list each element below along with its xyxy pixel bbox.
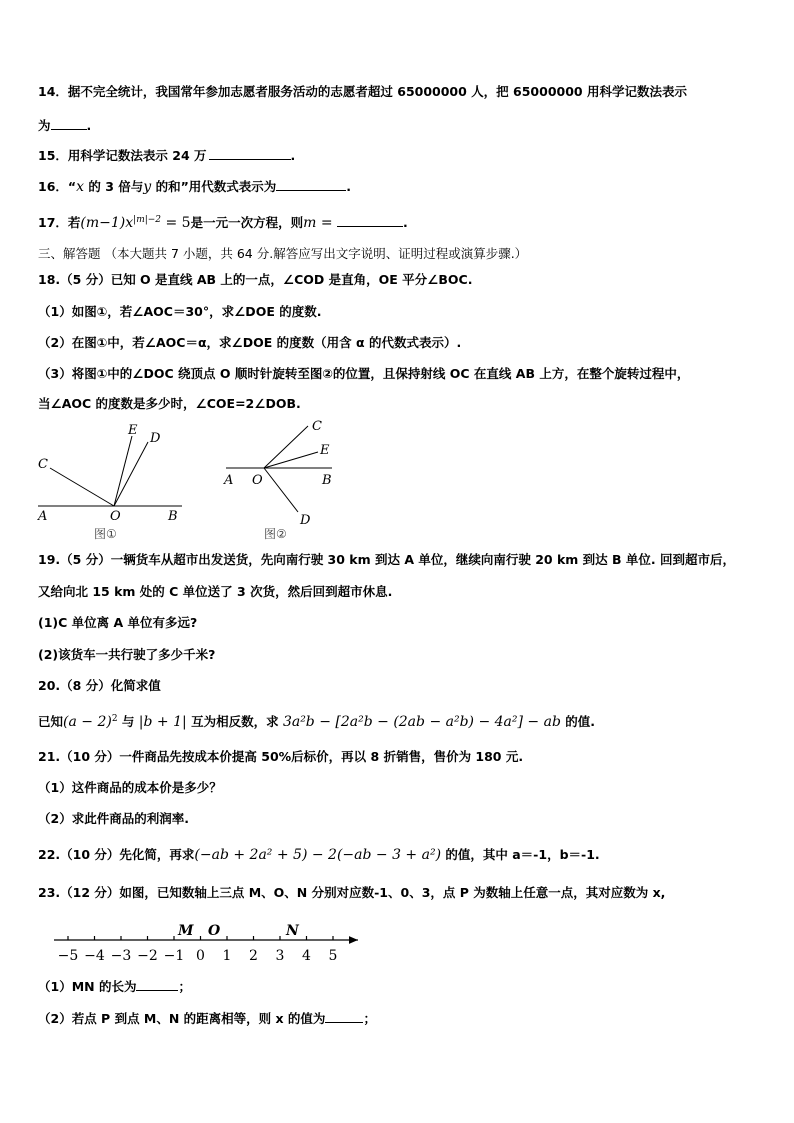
figure-2 xyxy=(220,412,350,546)
fig2-caption: 图② xyxy=(264,527,287,541)
fig2-label-o: O xyxy=(252,473,263,488)
q21-part1 xyxy=(38,780,222,796)
q18-part3b-text: 当∠AOC 的度数是多少时，∠COE=2∠DOB. xyxy=(38,396,301,411)
q18-stem-text: 18.（5 分）已知 O 是直线 AB 上的一点，∠COD 是直角，OE 平分∠BOC. xyxy=(38,272,473,287)
number-line-tick-label: 2 xyxy=(249,948,258,964)
q23-part2-suffix: ； xyxy=(363,1011,376,1026)
q20-stem xyxy=(38,678,161,694)
q15-answer-blank[interactable] xyxy=(209,147,291,160)
q19-part2-text: (2)该货车一共行驶了多少千米? xyxy=(38,647,216,662)
fig1-label-o: O xyxy=(110,509,121,524)
q23-part1-answer-blank[interactable] xyxy=(136,978,178,991)
q22-text-a: 22.（10 分）先化简，再求 xyxy=(38,847,195,862)
q22-expr: (−ab + 2a² + 5) − 2(−ab − 3 + a²) xyxy=(194,847,442,863)
q17-text-c: . xyxy=(403,215,408,231)
q23-stem-text: 23.（12 分）如图，已知数轴上三点 M、O、N 分别对应数-1、0、3，点 P 为数轴上任意一点，其对应数为 x, xyxy=(38,885,666,900)
q23-part1 xyxy=(38,978,191,995)
number-line-tick-labels xyxy=(58,948,338,964)
number-line-tick-label: 5 xyxy=(328,948,338,964)
q14-text-c: . xyxy=(86,118,92,133)
q23-part2 xyxy=(38,1010,376,1027)
fig1-label-d: D xyxy=(150,431,161,446)
q19-stem-b-text: 又给向北 15 km 处的 C 单位送了 3 次货，然后回到超市休息. xyxy=(38,584,393,599)
fig1-label-c: C xyxy=(38,457,48,472)
number-line xyxy=(50,918,370,966)
q16-line xyxy=(38,178,351,195)
q18-part3a xyxy=(38,366,689,382)
fig1-label-e: E xyxy=(128,423,138,438)
q14-answer-blank[interactable] xyxy=(51,117,87,130)
q23-part2-text: （2）若点 P 到点 M、N 的距离相等，则 x 的值为 xyxy=(38,1011,326,1026)
q18-part2 xyxy=(38,335,461,351)
q23-part1-suffix: ； xyxy=(178,979,191,994)
number-line-tick-label: −4 xyxy=(84,948,105,964)
q20-expr-3: 3a²b − [2a²b − (2ab − a²b) − 4a²] − ab xyxy=(282,714,561,731)
fig2-label-b: B xyxy=(322,473,332,488)
q16-var-y: y xyxy=(143,179,152,195)
q19-part2 xyxy=(38,647,215,663)
q15-text-b: . xyxy=(290,148,296,163)
figure-1 xyxy=(30,418,200,546)
q18-stem xyxy=(38,272,472,288)
q20-stem-text: 20.（8 分）化简求值 xyxy=(38,678,161,693)
q16-text-b: 的 3 倍与 xyxy=(84,179,144,194)
q20-text-a: 已知 xyxy=(38,714,64,730)
fig1-label-a: A xyxy=(38,509,48,524)
q18-part3b xyxy=(38,396,301,412)
q20-text-c: 互为相反数，求 xyxy=(186,714,283,730)
q14-line1 xyxy=(38,84,687,100)
point-o-label: O xyxy=(208,923,221,939)
fig1-ray-od xyxy=(114,442,148,506)
q17-var-m: m xyxy=(303,215,317,232)
section-heading xyxy=(38,246,527,262)
q17-eq2: = xyxy=(316,215,338,232)
q17-eq: = 5 xyxy=(161,215,191,232)
q21-part2 xyxy=(38,811,189,827)
q17-text-b: 是一元一次方程，则 xyxy=(190,215,304,231)
fig1-label-b: B xyxy=(168,509,178,524)
q20-text-d: 的值. xyxy=(560,714,596,730)
fig1-ray-oe xyxy=(114,436,132,506)
q23-stem xyxy=(38,885,665,901)
q17-answer-blank[interactable] xyxy=(337,214,403,227)
number-line-tick-label: −3 xyxy=(110,948,132,964)
q19-stem-a xyxy=(38,552,735,568)
fig1-ray-oc xyxy=(50,468,114,506)
q20-expr-1: (a − 2) xyxy=(63,714,112,731)
point-m-label: M xyxy=(178,923,194,939)
q21-stem-text: 21.（10 分）一件商品先按成本价提高 50%后标价，再以 8 折销售，售价为 180 元. xyxy=(38,749,524,764)
q20-text-b: 与 xyxy=(117,714,139,730)
q18-part3a-text: （3）将图①中的∠DOC 绕顶点 O 顺时针旋转至图②的位置，且保持射线 OC 在直线 AB 上方，在整个旋转过程中， xyxy=(38,366,690,381)
q16-var-x: x xyxy=(76,179,85,195)
q21-part1-text: （1）这件商品的成本价是多少？ xyxy=(38,780,222,795)
number-line-tick-label: 3 xyxy=(275,948,285,964)
q18-part1 xyxy=(38,304,321,320)
fig2-label-a: A xyxy=(224,473,234,488)
q22-line xyxy=(38,847,600,863)
fig2-label-e: E xyxy=(320,443,330,458)
q16-text-a: 16．“ xyxy=(38,179,77,194)
fig1-caption: 图① xyxy=(94,527,117,541)
q16-text-c: 的和”用代数式表示为 xyxy=(151,179,277,194)
number-line-tick-label: 1 xyxy=(222,948,232,964)
number-line-tick-label: 4 xyxy=(302,948,311,964)
q14-text: 14．据不完全统计，我国常年参加志愿者服务活动的志愿者超过 65000000 人，把 65000000 用科学记数法表示 xyxy=(38,84,687,99)
section-heading-text: 三、解答题 （本大题共 7 小题，共 64 分.解答应写出文字说明、证明过程或演算步骤.） xyxy=(38,246,528,261)
q21-part2-text: （2）求此件商品的利润率. xyxy=(38,811,189,826)
fig2-ray-od xyxy=(264,468,298,512)
q20-expr-2: |b + 1| xyxy=(138,714,187,731)
q18-part1-text: （1）如图①，若∠AOC＝30°，求∠DOE 的度数. xyxy=(38,304,322,319)
q17-line xyxy=(38,212,408,231)
q19-part1 xyxy=(38,615,197,631)
fig2-label-c: C xyxy=(312,419,322,434)
q22-text-b: 的值，其中 a＝-1，b＝-1. xyxy=(441,847,600,862)
q14-text-b: 为 xyxy=(38,118,51,133)
q20-expression-line xyxy=(38,711,595,730)
number-line-tick-label: −1 xyxy=(163,948,185,964)
q15-line xyxy=(38,147,295,164)
q17-var-x: x xyxy=(125,215,134,232)
number-line-tick-label: 0 xyxy=(196,948,205,964)
q20-expr-1-exponent: 2 xyxy=(111,714,118,724)
q15-text: 15．用科学记数法表示 24 万 xyxy=(38,148,207,163)
q17-exponent: |m|−2 xyxy=(133,215,162,225)
number-line-tick-label: −5 xyxy=(57,948,79,964)
point-n-label: N xyxy=(286,923,299,939)
q18-part2-text: （2）在图①中，若∠AOC＝α，求∠DOE 的度数（用含 α 的代数式表示）. xyxy=(38,335,462,350)
q19-part1-text: (1)C 单位离 A 单位有多远? xyxy=(38,615,198,630)
number-line-tick-label: −2 xyxy=(137,948,158,964)
q19-stem-a-text: 19.（5 分）一辆货车从超市出发送货，先向南行驶 30 km 到达 A 单位，继续向南行驶 20 km 到达 B 单位. 回到超市后， xyxy=(38,552,735,567)
q17-text-a: 17．若 xyxy=(38,215,81,231)
q23-part2-answer-blank[interactable] xyxy=(325,1010,363,1023)
q16-text-d: . xyxy=(346,179,352,194)
q23-part1-text: （1）MN 的长为 xyxy=(38,979,137,994)
q16-answer-blank[interactable] xyxy=(276,178,346,191)
q19-stem-b xyxy=(38,584,392,600)
fig2-label-d: D xyxy=(300,513,311,528)
q17-expr: (m−1) xyxy=(80,215,126,232)
q14-line2 xyxy=(38,117,91,134)
q21-stem xyxy=(38,749,523,765)
